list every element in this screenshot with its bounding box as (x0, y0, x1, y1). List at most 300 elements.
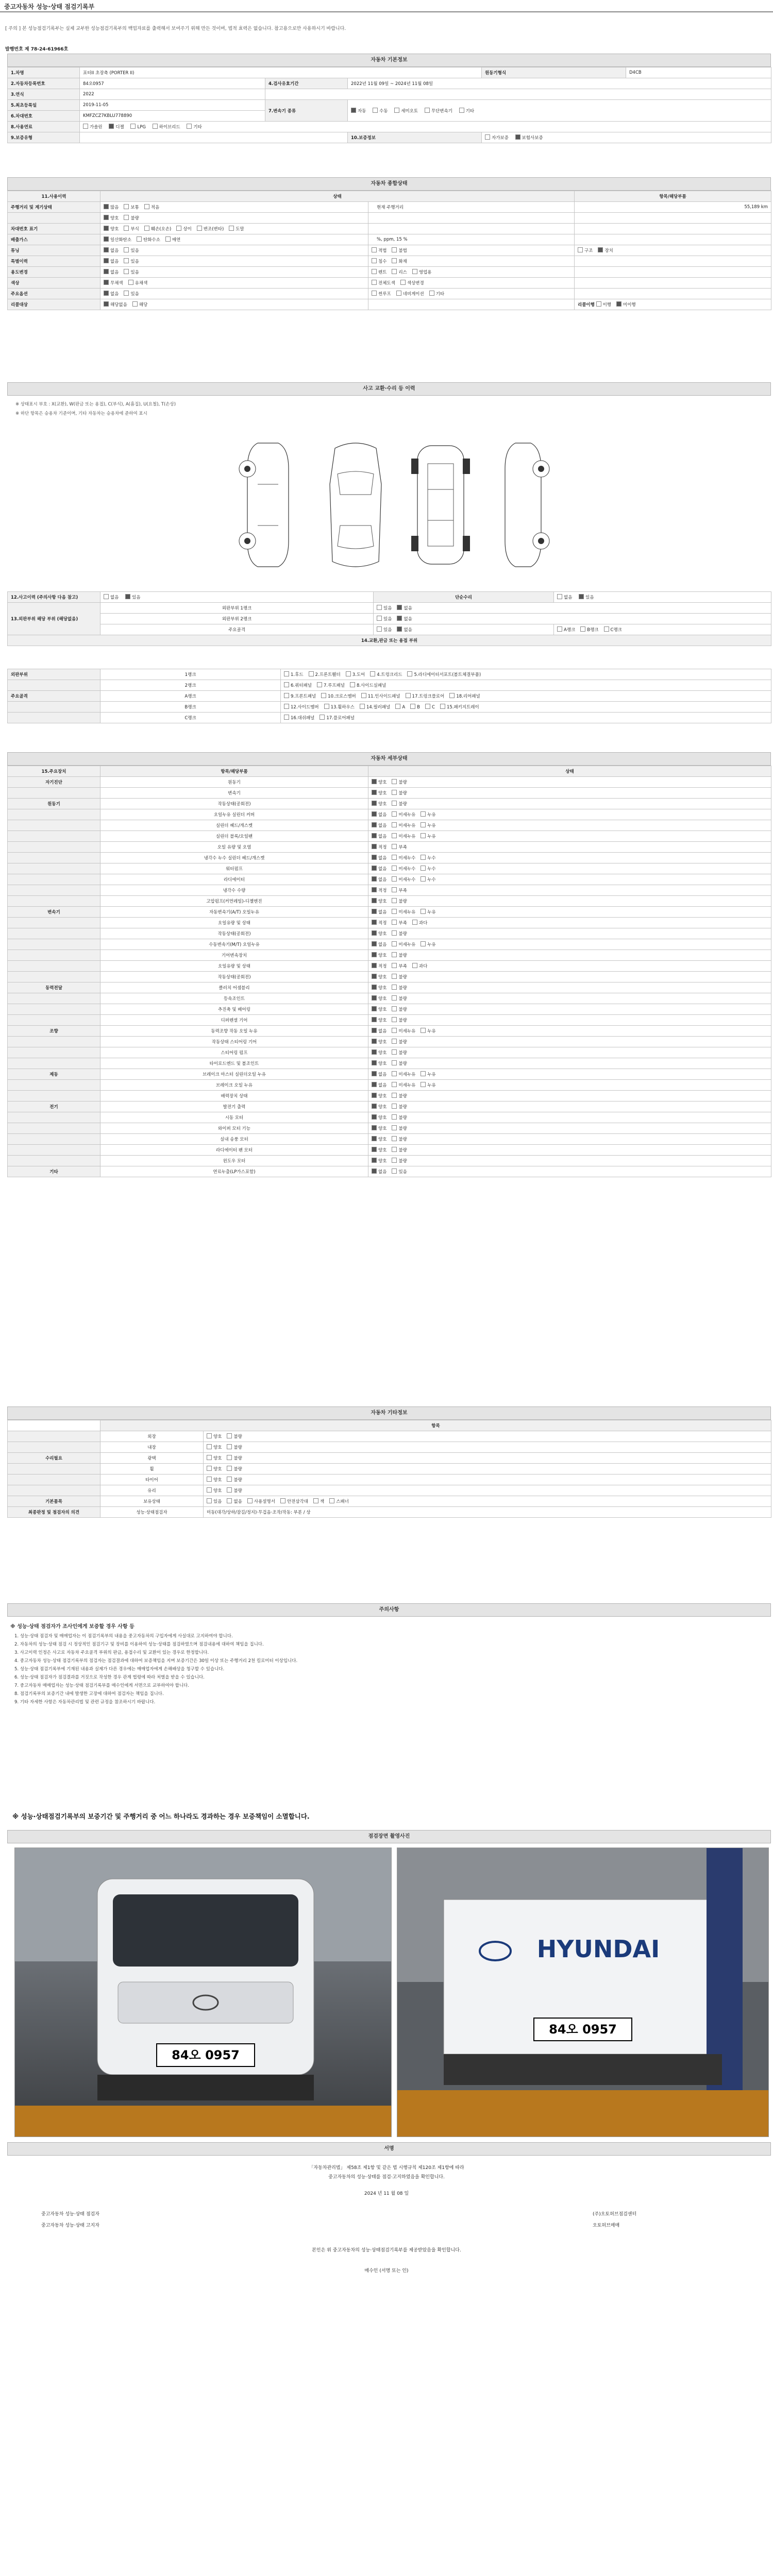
checkbox[interactable] (372, 974, 377, 979)
checkbox[interactable] (284, 693, 289, 698)
checkbox[interactable] (392, 974, 397, 979)
checkbox[interactable] (104, 226, 109, 231)
opt-label: 10.크로스멤버 (328, 694, 356, 699)
checkbox[interactable] (598, 247, 603, 252)
detail-item: 브레이크 오일 누유 (100, 1080, 368, 1091)
checkbox[interactable] (421, 822, 426, 827)
checkbox[interactable] (227, 1477, 232, 1482)
opt-label: 2.프론트휀더 (315, 672, 341, 677)
opt-label: B (417, 705, 420, 710)
checkbox[interactable] (124, 258, 129, 263)
checkbox[interactable] (421, 1071, 426, 1076)
detail-device: 자기진단 (8, 777, 100, 788)
checkbox[interactable] (392, 930, 397, 936)
other-group (8, 1485, 100, 1496)
detail-item: 실내 송풍 모터 (100, 1134, 368, 1145)
checkbox[interactable] (372, 258, 377, 263)
opt-label: 미세누수 (398, 867, 416, 872)
detail-state (368, 1015, 771, 1026)
checkbox[interactable] (440, 704, 445, 709)
checkbox[interactable] (372, 1168, 377, 1174)
detail-row (8, 874, 771, 885)
detail-row (8, 1047, 771, 1058)
checkbox[interactable] (397, 626, 402, 632)
checkbox[interactable] (144, 226, 149, 231)
cond-options (100, 299, 368, 310)
checkbox[interactable] (284, 715, 289, 720)
checkbox[interactable] (130, 124, 136, 129)
opt-label: 미세누수 (398, 856, 416, 861)
checkbox[interactable] (124, 204, 129, 209)
label-fuel: 8.사용연료 (8, 122, 80, 132)
notifier-value: 오토허브매매 (593, 2223, 620, 2228)
opt-label: 없음 (378, 1029, 387, 1034)
checkbox[interactable] (350, 682, 355, 687)
checkbox[interactable] (227, 1487, 232, 1493)
parts-row (8, 702, 771, 713)
other-row (8, 1442, 771, 1453)
detail-row (8, 1037, 771, 1047)
detail-state (368, 1080, 771, 1091)
checkbox[interactable] (392, 952, 397, 957)
checkbox[interactable] (421, 855, 426, 860)
checkbox[interactable] (392, 247, 397, 252)
checkbox[interactable] (412, 963, 417, 968)
checkbox[interactable] (197, 226, 202, 231)
checkbox[interactable] (425, 704, 430, 709)
checkbox[interactable] (176, 226, 181, 231)
checkbox[interactable] (372, 811, 377, 817)
checkbox[interactable] (372, 779, 377, 784)
checkbox[interactable] (207, 1487, 212, 1493)
checkbox[interactable] (247, 1498, 253, 1503)
checkbox[interactable] (372, 1071, 377, 1076)
cond-label: 배출가스 (8, 234, 100, 245)
checkbox[interactable] (372, 1104, 377, 1109)
checkbox[interactable] (392, 844, 397, 849)
checkbox[interactable] (392, 1039, 397, 1044)
detail-row (8, 1166, 771, 1177)
checkbox[interactable] (377, 605, 382, 610)
checkbox[interactable] (557, 626, 562, 632)
opt-label: 누유 (427, 823, 436, 828)
checkbox[interactable] (351, 108, 356, 113)
checkbox[interactable] (104, 236, 109, 242)
checkbox[interactable] (394, 108, 399, 113)
checkbox[interactable] (372, 930, 377, 936)
checkbox[interactable] (421, 833, 426, 838)
condition-row (8, 202, 771, 213)
label-vin: 6.차대번호 (8, 111, 80, 122)
opt-label: 세미오토 (401, 108, 418, 114)
checkbox[interactable] (459, 108, 464, 113)
checkbox[interactable] (578, 247, 583, 252)
checkbox[interactable] (309, 671, 314, 676)
checkbox[interactable] (321, 693, 326, 698)
detail-state (368, 885, 771, 896)
checkbox[interactable] (515, 134, 520, 140)
checkbox[interactable] (392, 269, 397, 274)
checkbox[interactable] (392, 866, 397, 871)
cond-label: 특별이력 (8, 256, 100, 267)
checkbox[interactable] (124, 291, 129, 296)
checkbox[interactable] (187, 124, 192, 129)
checkbox[interactable] (412, 269, 417, 274)
detail-device (8, 820, 100, 831)
checkbox[interactable] (377, 616, 382, 621)
label-plate: 2.자동차등록번호 (8, 78, 80, 89)
opt-label: 침수 (378, 259, 387, 264)
detail-device (8, 1091, 100, 1101)
checkbox[interactable] (421, 876, 426, 882)
checkbox[interactable] (395, 704, 400, 709)
other-row (8, 1475, 771, 1485)
opt-label: 적법 (378, 248, 387, 253)
checkbox[interactable] (377, 626, 382, 632)
parts-row (8, 680, 771, 691)
label-warranty-info: 10.보증정보 (348, 132, 482, 143)
checkbox[interactable] (165, 236, 171, 242)
checkbox[interactable] (392, 822, 397, 827)
opt-label: 잭 (320, 1499, 325, 1504)
other-row (8, 1485, 771, 1496)
checkbox[interactable] (372, 985, 377, 990)
checkbox[interactable] (392, 258, 397, 263)
checkbox[interactable] (421, 1028, 426, 1033)
opt-label: 불량 (233, 1434, 242, 1439)
opt-label: 누유 (427, 1029, 436, 1034)
checkbox[interactable] (392, 1136, 397, 1141)
checkbox[interactable] (132, 301, 138, 307)
checkbox[interactable] (207, 1444, 212, 1449)
checkbox[interactable] (372, 1082, 377, 1087)
other-item: 휠 (100, 1464, 204, 1475)
checkbox[interactable] (392, 876, 397, 882)
opt-label: 불량 (398, 1137, 407, 1142)
opt-label: 있음 (130, 270, 139, 275)
checkbox[interactable] (229, 226, 234, 231)
condition-row (8, 256, 771, 267)
checkbox[interactable] (392, 790, 397, 795)
checkbox[interactable] (372, 995, 377, 1001)
checkbox[interactable] (372, 1093, 377, 1098)
checkbox[interactable] (372, 1114, 377, 1120)
opt-label: 불량 (233, 1488, 242, 1494)
checkbox[interactable] (137, 236, 142, 242)
checkbox[interactable] (207, 1455, 212, 1460)
detail-item: 작동상태 스티어링 기어 (100, 1037, 368, 1047)
checkbox[interactable] (392, 855, 397, 860)
opt-label: 하이브리드 (159, 125, 180, 130)
checkbox[interactable] (392, 1017, 397, 1022)
checkbox[interactable] (144, 204, 149, 209)
checkbox[interactable] (104, 215, 109, 220)
checkbox[interactable] (207, 1433, 212, 1438)
checkbox[interactable] (372, 1017, 377, 1022)
detail-device (8, 842, 100, 853)
checkbox[interactable] (579, 594, 584, 599)
detail-state (368, 842, 771, 853)
checkbox[interactable] (373, 108, 378, 113)
checkbox[interactable] (396, 291, 401, 296)
checkbox[interactable] (392, 887, 397, 892)
detail-item: 등속조인트 (100, 993, 368, 1004)
detail-item: 작동상태(공회전) (100, 972, 368, 982)
opt-label: 불량 (398, 1094, 407, 1099)
parts-group: 주요골격 (8, 691, 100, 702)
checkbox[interactable] (284, 704, 289, 709)
detail-row (8, 799, 771, 809)
checkbox[interactable] (372, 822, 377, 827)
detail-item: 동력조향 작동 오일 누유 (100, 1026, 368, 1037)
checkbox[interactable] (372, 1158, 377, 1163)
checkbox[interactable] (392, 1125, 397, 1130)
cond-right (575, 289, 771, 299)
opt-label: 없음 (378, 942, 387, 947)
checkbox[interactable] (392, 1104, 397, 1109)
checkbox[interactable] (580, 626, 585, 632)
checkbox[interactable] (207, 1466, 212, 1471)
checkbox[interactable] (392, 1049, 397, 1055)
checkbox[interactable] (407, 671, 412, 676)
checkbox[interactable] (104, 594, 109, 599)
checkbox[interactable] (104, 301, 109, 307)
opt-label: 양호 (110, 216, 119, 221)
opt-label: 있음 (130, 259, 139, 264)
detail-item: 변속기 (100, 788, 368, 799)
checkbox[interactable] (412, 920, 417, 925)
checkbox[interactable] (125, 594, 130, 599)
checkbox[interactable] (421, 941, 426, 946)
checkbox[interactable] (604, 626, 609, 632)
checkbox[interactable] (104, 280, 109, 285)
checkbox[interactable] (392, 1147, 397, 1152)
checkbox[interactable] (227, 1498, 232, 1503)
checkbox[interactable] (372, 790, 377, 795)
checkbox[interactable] (372, 1006, 377, 1011)
checkbox[interactable] (104, 291, 109, 296)
opt-label: 없음 (378, 856, 387, 861)
checkbox[interactable] (317, 682, 322, 687)
checkbox[interactable] (596, 301, 601, 307)
opt-label: 누유 (427, 1072, 436, 1077)
opt-label: 해당 (139, 302, 148, 308)
detail-row (8, 820, 771, 831)
checkbox[interactable] (392, 1158, 397, 1163)
opt-label: 탄화수소 (143, 238, 160, 243)
checkbox[interactable] (372, 801, 377, 806)
checkbox[interactable] (392, 1168, 397, 1174)
opt-label: 상이 (183, 227, 192, 232)
checkbox[interactable] (372, 1147, 377, 1152)
checkbox[interactable] (392, 941, 397, 946)
checkbox[interactable] (392, 1060, 397, 1065)
checkbox[interactable] (372, 952, 377, 957)
checkbox[interactable] (397, 616, 402, 621)
checkbox[interactable] (392, 963, 397, 968)
checkbox[interactable] (227, 1433, 232, 1438)
checkbox[interactable] (227, 1444, 232, 1449)
checkbox[interactable] (421, 1082, 426, 1087)
checkbox[interactable] (124, 215, 129, 220)
cond-right (575, 245, 771, 256)
opt-label: 보통 (130, 205, 139, 210)
opt-label: 안전삼각대 (287, 1499, 308, 1504)
checkbox[interactable] (372, 269, 377, 274)
checkbox[interactable] (372, 963, 377, 968)
checkbox[interactable] (109, 124, 114, 129)
checkbox[interactable] (372, 1060, 377, 1065)
checkbox[interactable] (372, 1028, 377, 1033)
checkbox[interactable] (392, 920, 397, 925)
opt-label: 불량 (398, 1018, 407, 1023)
checkbox[interactable] (104, 204, 109, 209)
detail-device (8, 1156, 100, 1166)
checkbox[interactable] (372, 855, 377, 860)
checkbox[interactable] (392, 898, 397, 903)
checkbox[interactable] (392, 1028, 397, 1033)
checkbox[interactable] (392, 1071, 397, 1076)
checkbox[interactable] (429, 291, 434, 296)
checkbox[interactable] (372, 887, 377, 892)
checkbox[interactable] (392, 995, 397, 1001)
detail-state (368, 1058, 771, 1069)
opt-label: 없음 (378, 812, 387, 818)
accident-options (100, 592, 374, 603)
opt-label: 영업용 (418, 270, 432, 275)
opt-label: 양호 (213, 1456, 222, 1461)
checkbox[interactable] (360, 704, 365, 709)
checkbox[interactable] (557, 594, 562, 599)
checkbox[interactable] (284, 671, 289, 676)
checkbox[interactable] (372, 833, 377, 838)
checkbox[interactable] (372, 1136, 377, 1141)
checkbox[interactable] (406, 693, 411, 698)
checkbox[interactable] (372, 247, 377, 252)
checkbox[interactable] (392, 1082, 397, 1087)
checkbox[interactable] (370, 671, 375, 676)
checkbox[interactable] (128, 280, 133, 285)
detail-row (8, 831, 771, 842)
checkbox[interactable] (400, 280, 406, 285)
checkbox[interactable] (372, 844, 377, 849)
parts-row (8, 691, 771, 702)
checkbox[interactable] (346, 671, 351, 676)
sign-line-1: 「자동차관리법」 제58조 제1항 및 같은 법 시행규칙 제120조 제1항에 따라 (309, 2165, 464, 2171)
caution-item: 6. 성능·상태 점검자가 점검결과를 거짓으로 작성한 경우 관계 법령에 따라 처벌을 받을 수 있습니다. (14, 1675, 205, 1680)
checkbox[interactable] (227, 1455, 232, 1460)
opt-label: 14.필러패널 (366, 705, 391, 710)
opt-label: 미세누유 (398, 1029, 416, 1034)
checkbox[interactable] (392, 779, 397, 784)
checkbox[interactable] (425, 108, 430, 113)
other-group (8, 1431, 100, 1442)
checkbox[interactable] (207, 1477, 212, 1482)
checkbox[interactable] (324, 704, 329, 709)
checkbox[interactable] (392, 1006, 397, 1011)
checkbox[interactable] (449, 693, 455, 698)
opt-label: 불량 (398, 953, 407, 958)
checkbox[interactable] (421, 909, 426, 914)
detail-device (8, 1004, 100, 1015)
detail-state (368, 1004, 771, 1015)
checkbox[interactable] (392, 1114, 397, 1120)
checkbox[interactable] (372, 280, 377, 285)
detail-item: 오일유량 및 상태 (100, 961, 368, 972)
checkbox[interactable] (392, 833, 397, 838)
other-group: 기본품목 (8, 1496, 100, 1507)
checkbox[interactable] (397, 605, 402, 610)
checkbox[interactable] (485, 134, 490, 140)
checkbox[interactable] (372, 898, 377, 903)
opt-label: 누유 (427, 812, 436, 818)
checkbox[interactable] (392, 985, 397, 990)
checkbox[interactable] (410, 704, 415, 709)
checkbox[interactable] (421, 866, 426, 871)
opt-label: 유채색 (135, 281, 148, 286)
opt-label: 16.대쉬패널 (291, 716, 315, 721)
cond-options (100, 278, 368, 289)
checkbox[interactable] (329, 1498, 334, 1503)
checkbox[interactable] (372, 876, 377, 882)
checkbox[interactable] (124, 269, 129, 274)
checkbox[interactable] (372, 909, 377, 914)
checkbox[interactable] (372, 941, 377, 946)
parts-row (8, 713, 771, 723)
condition-row (8, 278, 771, 289)
checkbox[interactable] (104, 247, 109, 252)
notifier-label: 중고자동차 성능·상태 고지자 (41, 2223, 99, 2228)
checkbox[interactable] (280, 1498, 285, 1503)
checkbox[interactable] (320, 715, 325, 720)
detail-item: 클러치 어셈블리 (100, 982, 368, 993)
detail-state (368, 863, 771, 874)
detail-device: 제동 (8, 1069, 100, 1080)
detail-item: 작동상태(공회전) (100, 928, 368, 939)
checkbox[interactable] (361, 693, 366, 698)
detail-device (8, 831, 100, 842)
checkbox[interactable] (313, 1498, 318, 1503)
checkbox[interactable] (421, 811, 426, 817)
other-state (204, 1453, 771, 1464)
checkbox[interactable] (372, 866, 377, 871)
opt-label: 15.패키지트레이 (446, 705, 479, 710)
checkbox[interactable] (227, 1466, 232, 1471)
checkbox[interactable] (83, 124, 88, 129)
checkbox[interactable] (372, 1049, 377, 1055)
checkbox[interactable] (372, 1125, 377, 1130)
checkbox[interactable] (392, 811, 397, 817)
checkbox[interactable] (372, 920, 377, 925)
opt-label: 양호 (378, 1007, 387, 1012)
checkbox[interactable] (392, 1093, 397, 1098)
checkbox[interactable] (392, 801, 397, 806)
transmission-options (348, 100, 771, 122)
checkbox[interactable] (124, 226, 129, 231)
checkbox[interactable] (104, 269, 109, 274)
checkbox[interactable] (616, 301, 621, 307)
cond-options (100, 213, 368, 224)
checkbox[interactable] (372, 291, 377, 296)
checkbox[interactable] (284, 682, 289, 687)
checkbox[interactable] (207, 1498, 212, 1503)
checkbox[interactable] (124, 247, 129, 252)
checkbox[interactable] (392, 909, 397, 914)
checkbox[interactable] (372, 1039, 377, 1044)
checkbox[interactable] (104, 258, 109, 263)
checkbox[interactable] (153, 124, 158, 129)
detail-state (368, 950, 771, 961)
